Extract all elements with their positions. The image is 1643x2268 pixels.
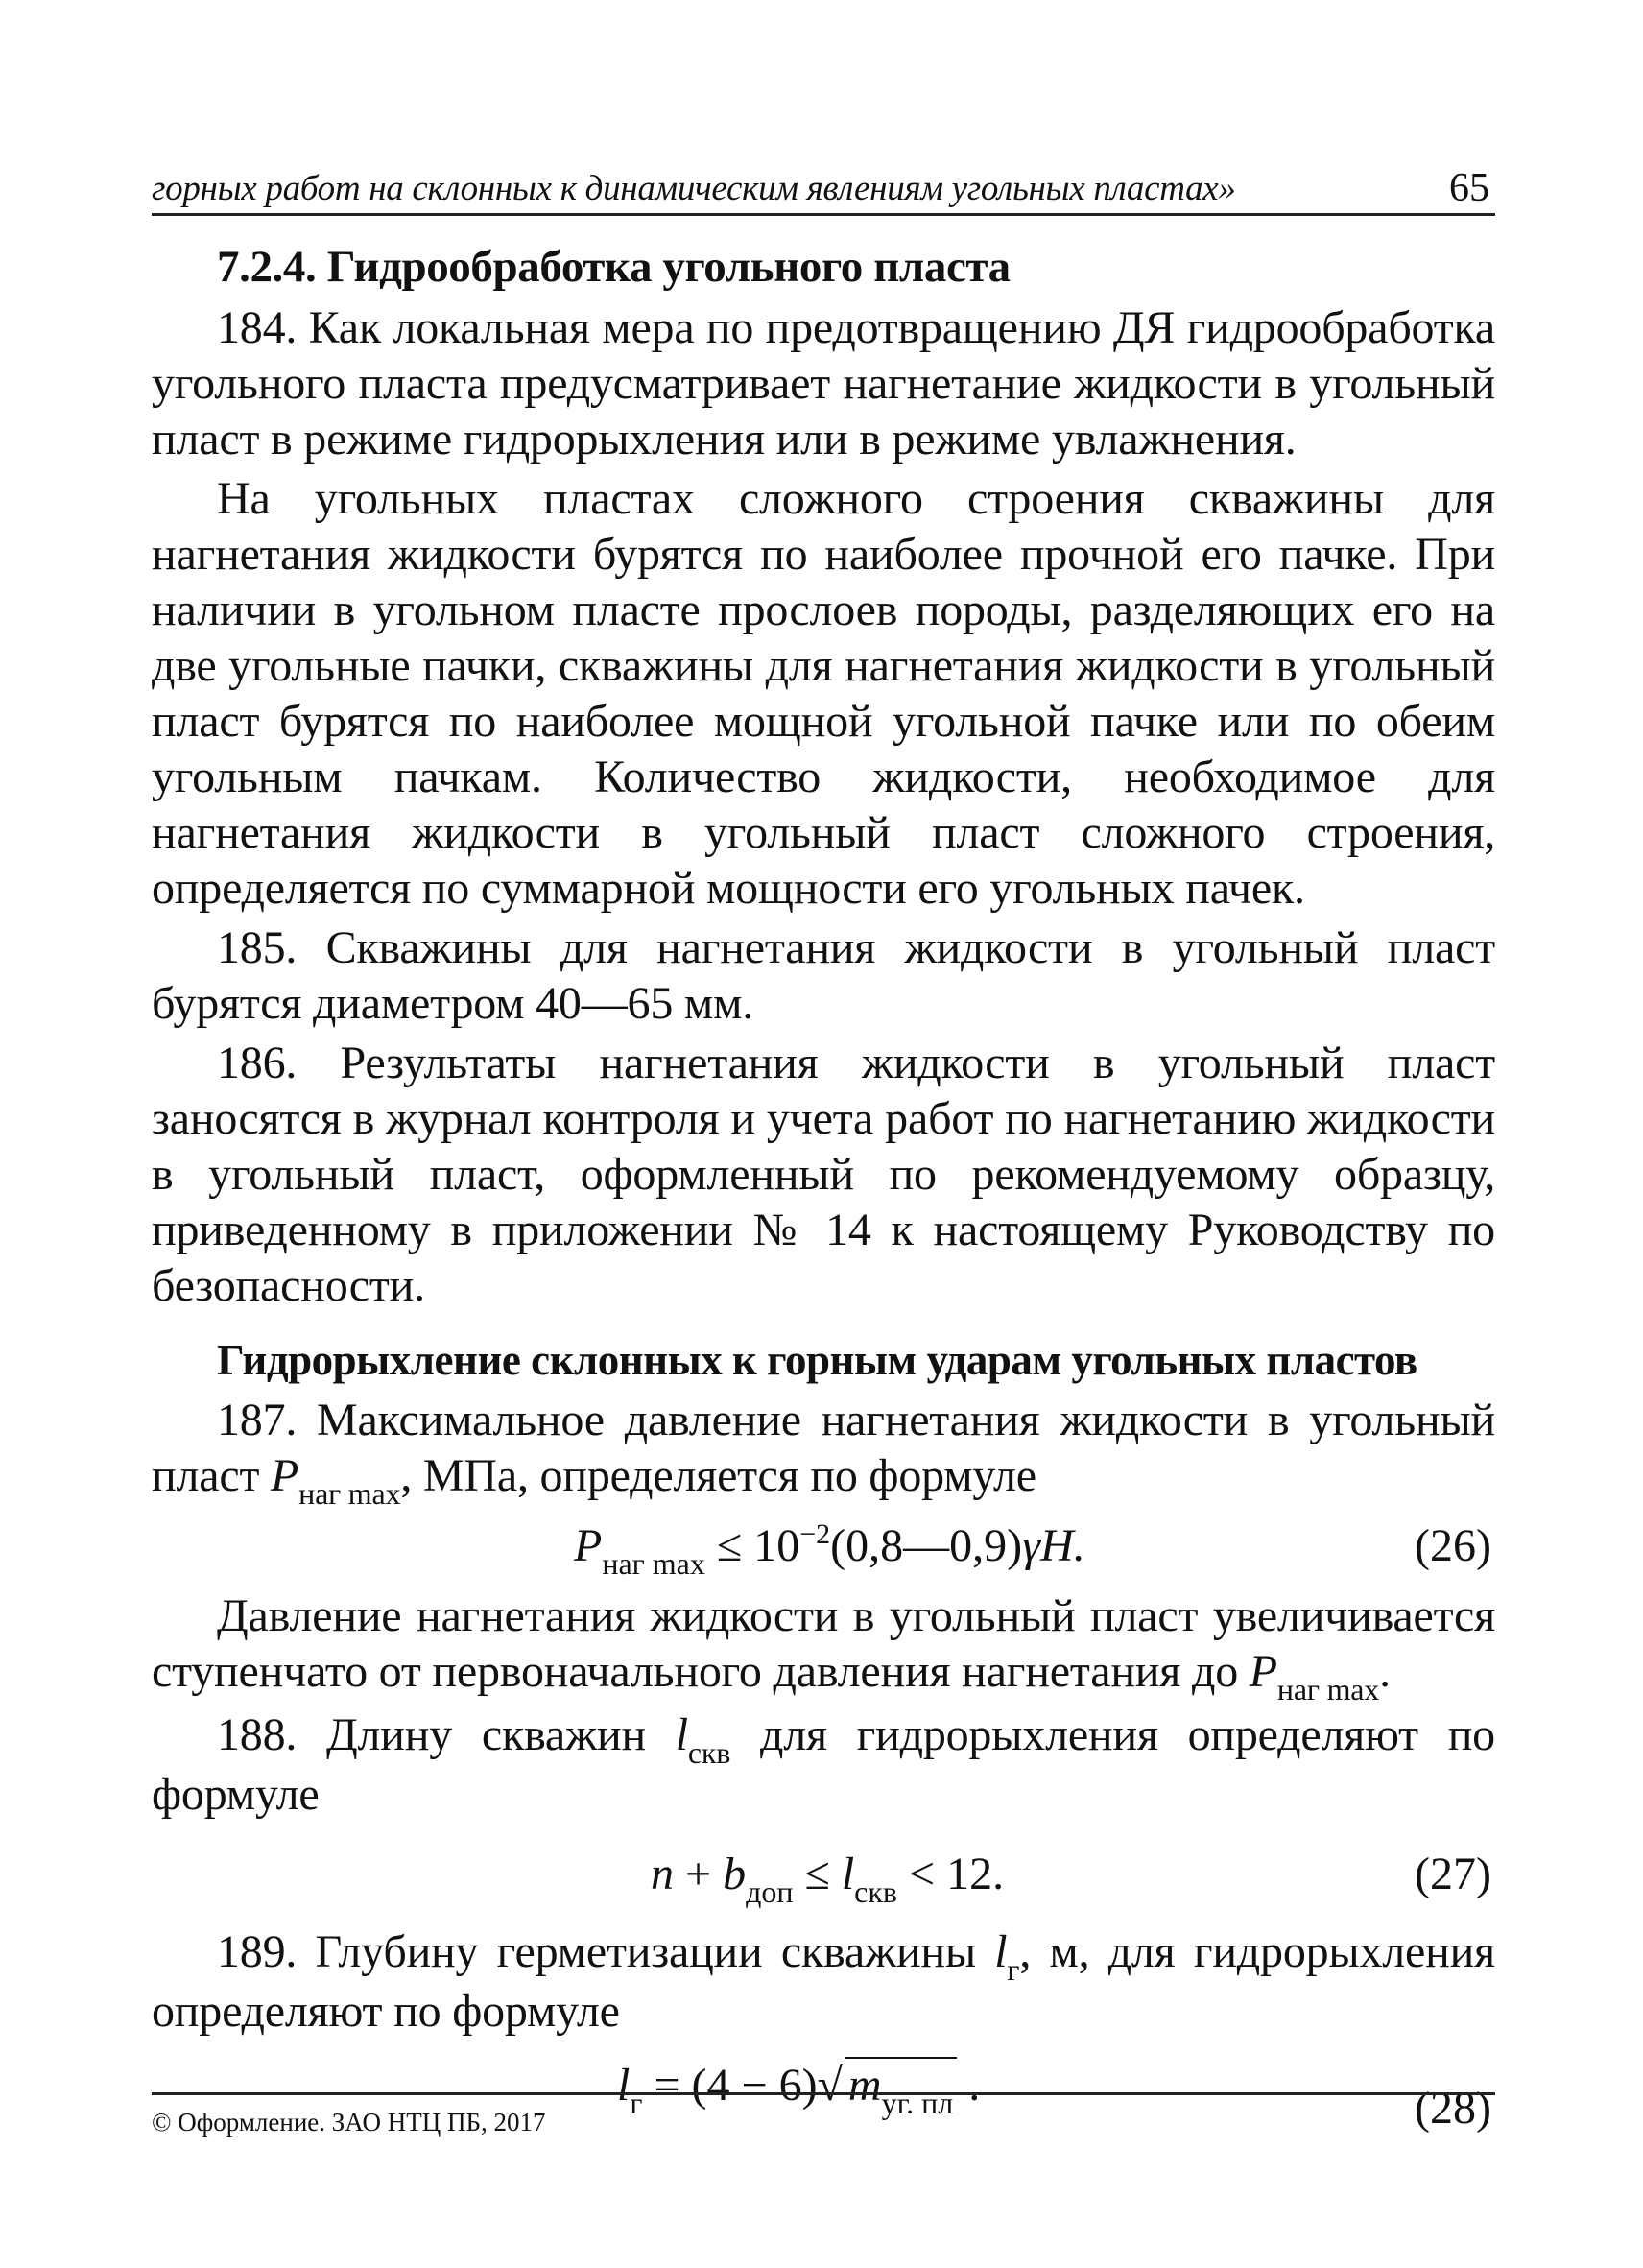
formula-27-l-subscript: скв: [854, 1874, 898, 1909]
paragraph-187: [152, 1393, 1495, 1511]
paragraph-complex-structure: На угольных пластах сложного строения скважины для нагнетания жидкости бурятся по наиболее прочной его пачке. При наличии в угольном пласте прослоев породы, разделяющих его на две угольные пачки, скважины для нагнетания жидкости в угольный пласт бурятся по наиболее мощной угольной пачке или по обеим угольным пачкам. Количество жидкости, необходимое для нагнетания жидкости в угольный пласт сложного строения, определяется по суммарной мощности его угольных пачек.: [152, 473, 1495, 914]
p188-text-after: для гидрорыхления определяют по формуле: [152, 1709, 1495, 1820]
paragraph-185: 185. Скважины для нагнетания жидкости в угольный пласт бурятся диаметром 40—65 мм.: [152, 922, 1495, 1029]
formula-27-plus: +: [674, 1849, 724, 1899]
formula-27-number: (27): [1415, 1849, 1491, 1899]
formula-28-m-subscript: уг. пл: [881, 2086, 954, 2120]
pressure-text-before: Давление нагнетания жидкости в угольный пласт увеличивается ступенчато от первоначального давления нагнетания до: [152, 1590, 1495, 1697]
p189-text-after: , м, для гидрорыхления определяют по формуле: [152, 1926, 1495, 2037]
formula-28-mid: = (4 − 6): [642, 2060, 818, 2111]
formula-28-m: m: [847, 2060, 882, 2111]
formula-26-symbol-subscript: наг max: [602, 1546, 705, 1581]
formula-27-expression: [651, 1848, 1005, 1909]
formula-26-rhs-b: (0,8—0,9): [830, 1520, 1023, 1571]
formula-27: [152, 1823, 1495, 1915]
formula-27-b: b: [723, 1849, 747, 1899]
p189-symbol: l: [994, 1926, 1008, 1977]
formula-28-radicand: [845, 2057, 957, 2120]
pressure-symbol: P: [1249, 1646, 1277, 1697]
footer-divider: [152, 2092, 1495, 2095]
p189-symbol-subscript: г: [1007, 1952, 1020, 1987]
paragraph-188: [152, 1707, 1495, 1823]
formula-28-l: l: [617, 2060, 631, 2111]
formula-26-exponent: −2: [799, 1518, 831, 1550]
formula-26-rhs-a: ≤ 10: [704, 1520, 800, 1571]
page-number: 65: [1449, 166, 1489, 210]
formula-26: [152, 1508, 1495, 1588]
p188-symbol-subscript: скв: [687, 1735, 731, 1770]
running-title: горных работ на склонных к динамическим явлениям угольных пластах»: [152, 169, 1236, 208]
formula-27-n: n: [651, 1849, 674, 1899]
paragraph-186: 186. Результаты нагнетания жидкости в угольный пласт заносятся в журнал контроля и учета работ по нагнетанию жидкости в угольный пласт, оформленный по рекомендуемому образцу, приведенному в приложении № 14 к настоящему Руководству по безопасности.: [152, 1038, 1495, 1311]
paragraph-184: 184. Как локальная мера по предотвращению ДЯ гидрообработка угольного пласта предусматривает нагнетание жидкости в угольный пласт в режиме гидрорыхления или в режиме увлажнения.: [152, 302, 1495, 465]
paragraph-189: [152, 1924, 1495, 2040]
formula-27-tail: < 12.: [897, 1849, 1005, 1899]
section-heading: 7.2.4. Гидрообработка угольного пласта: [217, 242, 1011, 292]
p188-text-before: 188. Длину скважин: [217, 1709, 676, 1760]
pressure-symbol-subscript: наг max: [1276, 1672, 1380, 1707]
p187-symbol: P: [271, 1450, 299, 1501]
pressure-text-after: .: [1379, 1646, 1391, 1697]
running-header: [152, 154, 1495, 216]
p187-symbol-subscript: наг max: [298, 1476, 401, 1511]
formula-27-b-subscript: доп: [746, 1874, 794, 1909]
subsection-heading: Гидрорыхление склонных к горным ударам угольных пластов: [217, 1336, 1417, 1384]
formula-27-l: l: [841, 1849, 855, 1899]
footer-copyright: © Оформление. ЗАО НТЦ ПБ, 2017: [152, 2108, 546, 2137]
formula-28-number: (28): [1415, 2083, 1491, 2134]
document-page: [152, 154, 1495, 2145]
formula-28-l-subscript: г: [630, 2086, 643, 2120]
formula-26-symbol: P: [574, 1520, 603, 1571]
formula-26-expression: [574, 1518, 1085, 1581]
formula-28-expression: [617, 2057, 981, 2120]
p189-text-before: 189. Глубину герметизации скважины: [217, 1926, 995, 1977]
p188-symbol: l: [675, 1709, 688, 1760]
p187-text-after: , МПа, определяется по формуле: [400, 1450, 1036, 1501]
formula-26-number: (26): [1415, 1520, 1491, 1571]
paragraph-pressure: [152, 1588, 1495, 1707]
formula-26-rhs-c: γH.: [1022, 1520, 1085, 1571]
formula-27-le: ≤: [793, 1849, 842, 1899]
p187-text-before: 187. Максимальное давление нагнетания жидкости в угольный пласт: [152, 1395, 1495, 1501]
sqrt-icon: √: [817, 2060, 843, 2111]
formula-28-tail: .: [957, 2060, 981, 2111]
